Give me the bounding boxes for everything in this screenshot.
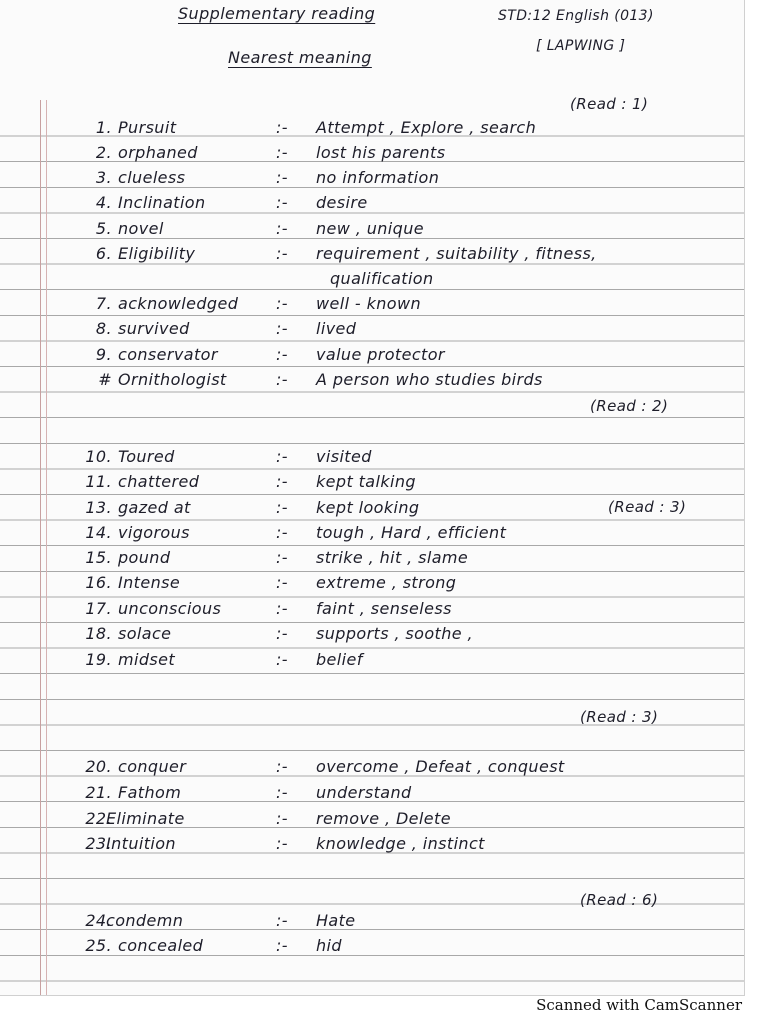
list-item [0, 624, 744, 648]
item-word: vigorous [118, 523, 190, 542]
item-meaning: desire [316, 193, 368, 212]
item-word: Toured [118, 447, 175, 466]
read-label-4: (Read : 3) [580, 708, 659, 726]
item-number: 21. [85, 783, 112, 802]
item-meaning: A person who studies birds [316, 370, 543, 389]
item-separator: :- [276, 193, 288, 212]
page-title: Supplementary reading [178, 4, 376, 23]
list-item [0, 118, 744, 142]
item-word: clueless [118, 168, 186, 187]
item-separator: :- [276, 911, 288, 930]
item-meaning: Hate [316, 911, 356, 930]
list-item [0, 370, 744, 394]
item-meaning: extreme , strong [316, 573, 457, 592]
item-separator: :- [276, 498, 288, 517]
item-number: 25. [85, 936, 112, 955]
item-separator: :- [276, 624, 288, 643]
item-separator: :- [276, 783, 288, 802]
list-item [0, 911, 744, 935]
item-meaning: belief [316, 650, 363, 669]
list-item [0, 219, 744, 243]
item-meaning: new , unique [316, 219, 424, 238]
item-separator: :- [276, 523, 288, 542]
item-separator: :- [276, 319, 288, 338]
list-item [0, 193, 744, 217]
item-meaning: Attempt , Explore , search [316, 118, 537, 137]
list-item [0, 599, 744, 623]
item-number: 7. [95, 294, 112, 313]
item-separator: :- [276, 168, 288, 187]
list-item [0, 783, 744, 807]
item-number: 6. [95, 244, 112, 263]
item-word: condemn [106, 911, 184, 930]
item-separator: :- [276, 834, 288, 853]
item-separator: :- [276, 599, 288, 618]
item-separator: :- [276, 118, 288, 137]
list-item [0, 523, 744, 547]
item-separator: :- [276, 294, 288, 313]
item-word: pound [118, 548, 171, 567]
item-meaning: kept talking [316, 472, 416, 491]
subtitle: Nearest meaning [228, 48, 372, 67]
item-number: # [98, 370, 112, 389]
item-number: 4. [95, 193, 112, 212]
item-meaning: understand [316, 783, 412, 802]
item-separator: :- [276, 370, 288, 389]
item-meaning: supports , soothe , [316, 624, 473, 643]
item-word: Intuition [106, 834, 176, 853]
item-meaning: tough , Hard , efficient [316, 523, 507, 542]
item-meaning: hid [316, 936, 342, 955]
item-number: 8. [95, 319, 112, 338]
item-number: 13. [85, 498, 112, 517]
read-label-2: (Read : 2) [590, 397, 669, 415]
item-number: 3. [95, 168, 112, 187]
std-info: STD:12 English (013) [498, 8, 654, 24]
item-word: conquer [118, 757, 187, 776]
item-meaning: remove , Delete [316, 809, 451, 828]
item-meaning: overcome , Defeat , conquest [316, 757, 565, 776]
list-item [0, 834, 744, 858]
item-number: 11. [85, 472, 112, 491]
item-word: chattered [118, 472, 200, 491]
list-item [0, 319, 744, 343]
item-number: 1. [95, 118, 112, 137]
list-item [0, 472, 744, 496]
list-item [0, 269, 744, 293]
list-item [0, 244, 744, 268]
item-number: 15. [85, 548, 112, 567]
list-item [0, 143, 744, 167]
item-word: Intense [118, 573, 181, 592]
item-separator: :- [276, 650, 288, 669]
item-number: 10. [85, 447, 112, 466]
list-item [0, 573, 744, 597]
item-meaning: strike , hit , slame [316, 548, 469, 567]
item-word: survived [118, 319, 190, 338]
item-separator: :- [276, 757, 288, 776]
item-separator: :- [276, 447, 288, 466]
item-separator: :- [276, 219, 288, 238]
list-item [0, 650, 744, 674]
item-word: gazed at [118, 498, 191, 517]
item-word: conservator [118, 345, 218, 364]
item-number: 20. [85, 757, 112, 776]
item-separator: :- [276, 936, 288, 955]
item-number: 9. [95, 345, 112, 364]
item-word: Ornithologist [118, 370, 227, 389]
item-meaning: lived [316, 319, 357, 338]
item-number: 5. [95, 219, 112, 238]
read-label-3: (Read : 3) [608, 498, 687, 516]
list-item [0, 498, 744, 522]
list-item [0, 757, 744, 781]
item-meaning: qualification [330, 269, 434, 288]
item-separator: :- [276, 809, 288, 828]
list-item [0, 936, 744, 960]
list-item [0, 345, 744, 369]
lesson-name: [ LAPWING ] [536, 38, 626, 54]
item-meaning: faint , senseless [316, 599, 452, 618]
item-meaning: no information [316, 168, 440, 187]
item-number: 16. [85, 573, 112, 592]
item-meaning: kept looking [316, 498, 420, 517]
item-separator: :- [276, 472, 288, 491]
item-word: Pursuit [118, 118, 177, 137]
item-separator: :- [276, 548, 288, 567]
item-number: 18. [85, 624, 112, 643]
item-word: solace [118, 624, 172, 643]
item-number: 2. [95, 143, 112, 162]
item-word: Inclination [118, 193, 206, 212]
item-number: 14. [85, 523, 112, 542]
item-number: 23. [85, 834, 112, 853]
read-label-5: (Read : 6) [580, 891, 659, 909]
item-number: 17. [85, 599, 112, 618]
item-meaning: requirement , suitability , fitness, [316, 244, 597, 263]
list-item [0, 447, 744, 471]
item-number: 19. [85, 650, 112, 669]
list-item [0, 294, 744, 318]
item-meaning: visited [316, 447, 372, 466]
scanner-watermark: Scanned with CamScanner [536, 996, 742, 1014]
item-word: concealed [118, 936, 204, 955]
item-separator: :- [276, 573, 288, 592]
item-separator: :- [276, 244, 288, 263]
item-word: Fathom [118, 783, 182, 802]
list-item [0, 809, 744, 833]
item-meaning: knowledge , instinct [316, 834, 485, 853]
list-item [0, 168, 744, 192]
item-number: 22. [85, 809, 112, 828]
item-word: acknowledged [118, 294, 239, 313]
item-separator: :- [276, 345, 288, 364]
item-word: Eligibility [118, 244, 196, 263]
item-word: novel [118, 219, 164, 238]
item-word: unconscious [118, 599, 222, 618]
item-word: orphaned [118, 143, 198, 162]
item-separator: :- [276, 143, 288, 162]
item-word: midset [118, 650, 176, 669]
item-number: 24. [85, 911, 112, 930]
item-meaning: lost his parents [316, 143, 446, 162]
item-word: Eliminate [106, 809, 185, 828]
item-meaning: well - known [316, 294, 421, 313]
list-item [0, 548, 744, 572]
read-label-1: (Read : 1) [570, 95, 649, 113]
item-meaning: value protector [316, 345, 445, 364]
